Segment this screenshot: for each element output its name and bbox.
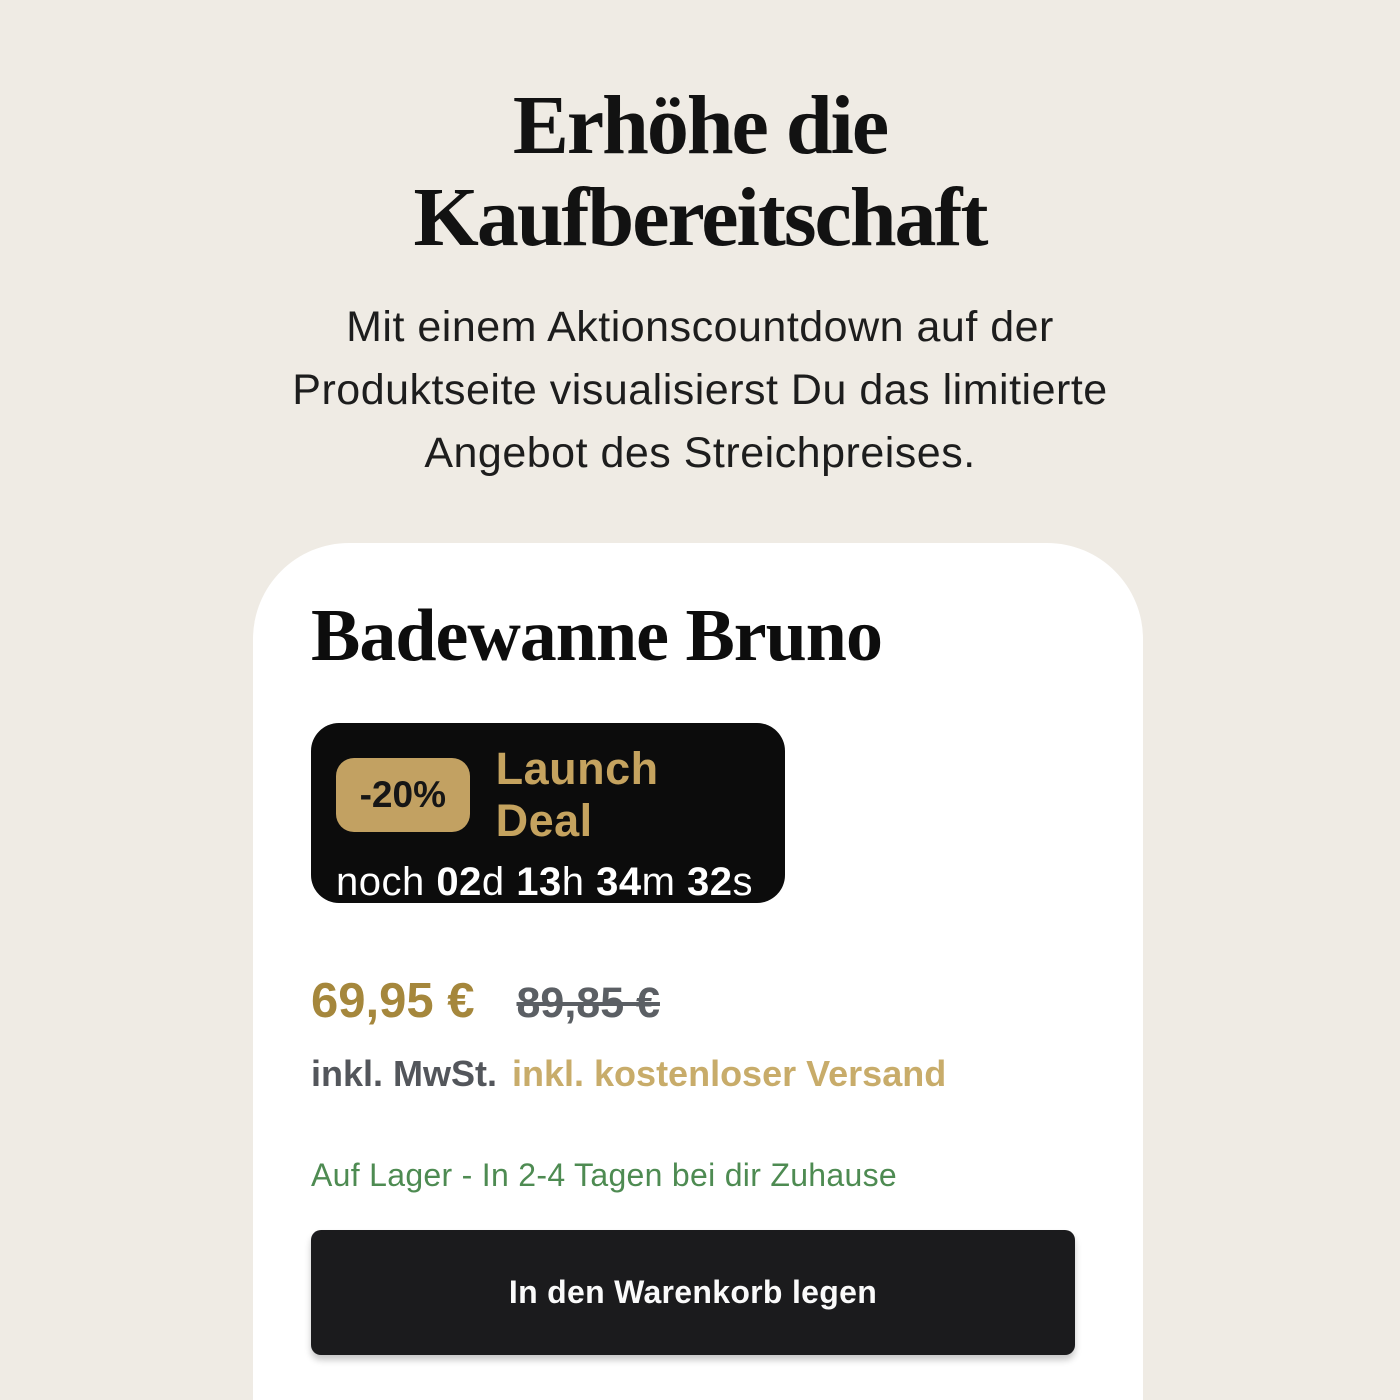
current-price: 69,95 €	[311, 974, 475, 1028]
deal-countdown	[336, 860, 760, 905]
price-row	[311, 973, 1085, 1029]
page-title-line-2: Kaufbereitschaft	[413, 171, 987, 264]
deal-badge-top-row	[336, 743, 760, 847]
page-subtitle-line-1: Mit einem Aktionscountdown auf der	[346, 303, 1054, 351]
page-title	[0, 80, 1400, 264]
discount-pill: -20%	[336, 758, 470, 832]
countdown-days-value: 02	[436, 860, 482, 904]
shipping-note: inkl. kostenloser Versand	[512, 1053, 947, 1094]
header	[0, 0, 1400, 485]
original-price-strikethrough: 89,85 €	[516, 979, 660, 1027]
countdown-prefix: noch	[336, 860, 437, 904]
add-to-cart-button[interactable]: In den Warenkorb legen	[311, 1230, 1075, 1355]
availability-status: Auf Lager - In 2-4 Tagen bei dir Zuhause	[311, 1157, 897, 1193]
deal-label: Launch Deal	[495, 743, 659, 846]
countdown-minutes-unit: m	[641, 860, 688, 904]
page-subtitle	[0, 296, 1400, 485]
countdown-seconds-value: 32	[687, 860, 733, 904]
price-notes-row	[311, 1053, 1085, 1095]
tax-note: inkl. MwSt.	[311, 1053, 498, 1094]
page-subtitle-line-2: Produktseite visualisierst Du das limitierte	[292, 366, 1108, 414]
product-card	[253, 543, 1143, 1400]
countdown-minutes-value: 34	[596, 860, 642, 904]
page-subtitle-line-3: Angebot des Streichpreises.	[424, 429, 976, 477]
countdown-hours-value: 13	[516, 860, 562, 904]
countdown-days-unit: d	[481, 860, 517, 904]
countdown-hours-unit: h	[561, 860, 597, 904]
deal-badge	[311, 723, 785, 903]
countdown-seconds-unit: s	[732, 860, 754, 904]
product-title: Badewanne Bruno	[311, 595, 882, 677]
page-title-line-1: Erhöhe die	[512, 79, 888, 172]
